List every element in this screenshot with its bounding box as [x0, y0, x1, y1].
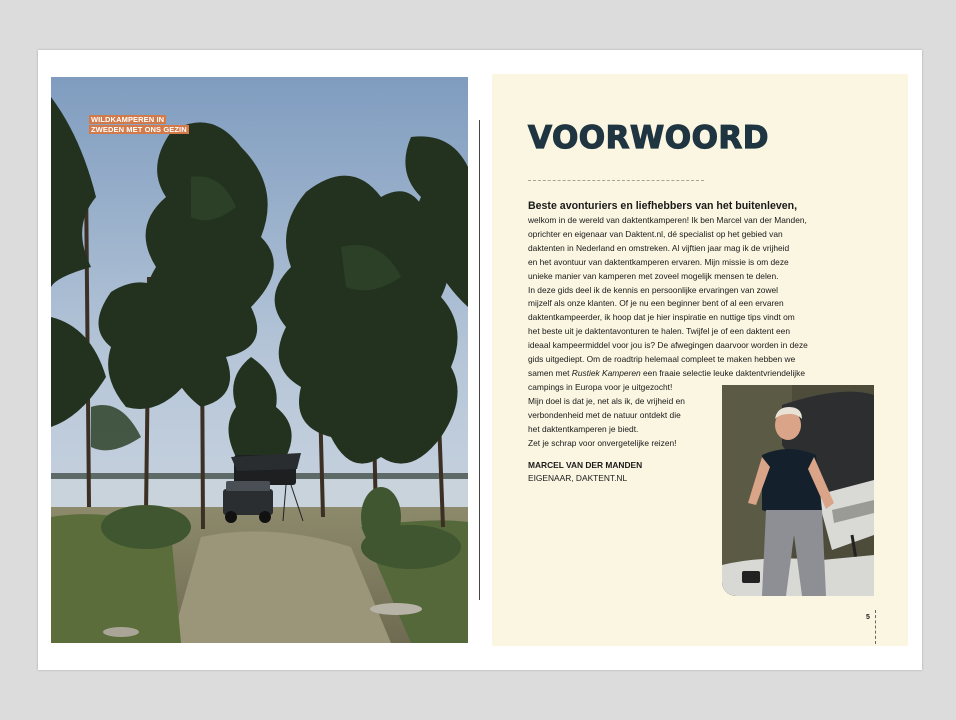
title-divider: [528, 180, 704, 181]
foreword-page: [492, 74, 908, 646]
body-line: gids uitgediept. Om de roadtrip helemaal compleet te maken hebben we: [528, 354, 796, 365]
author-portrait: [722, 385, 874, 596]
body-line: daktenten in Nederland en omstreken. Al vijftien jaar mag ik de vrijheid: [528, 242, 790, 253]
campsite-photo-illustration: [51, 77, 468, 643]
body-line: mijzelf als onze klanten. Of je nu een beginner bent of al een ervaren: [528, 298, 784, 309]
body-line: ideaal kampeermiddel voor jou is? De afwegingen daarvoor worden in deze: [528, 340, 808, 351]
rustiek-kamperen-name: Rustiek Kamperen: [571, 367, 641, 378]
intro-heading: Beste avonturiers en liefhebbers van het buitenleven,: [528, 200, 798, 212]
body-line-text: een fraaie selectie leuke daktentvriendelijke: [640, 367, 806, 378]
body-line: en het avontuur van daktentkamperen ervaren. Mijn missie is om deze: [528, 256, 789, 267]
body-line: oprichter en eigenaar van Daktent.nl, dé specialist op het gebied van: [528, 228, 783, 239]
body-line: het beste uit je daktentavonturen te halen. Twijfel je of een daktent een: [528, 326, 790, 337]
signature-name: MARCEL VAN DER MANDEN: [528, 460, 643, 470]
body-line: Zet je schrap voor onvergetelijke reizen!: [528, 437, 677, 448]
campsite-photo: [51, 77, 468, 643]
page-number-divider: [875, 610, 876, 644]
signature-role: EIGENAAR, DAKTENT.NL: [528, 473, 628, 483]
body-line-text: samen met: [528, 367, 572, 378]
body-line: verbondenheid met de natuur ontdekt die: [528, 409, 681, 420]
page-title: VOORWOORD: [528, 120, 770, 156]
magazine-spread: [38, 50, 922, 670]
body-line: unieke manier van kamperen met zoveel mogelijk mensen te delen.: [528, 270, 779, 281]
body-line-rustiek: [528, 367, 838, 381]
photo-tag-line-2: ZWEDEN MET ONS GEZIN: [91, 125, 187, 134]
body-line: In deze gids deel ik de kennis en persoonlijke ervaringen van zowel: [528, 284, 779, 295]
page-number: 5: [866, 614, 870, 621]
body-line: het daktentkamperen je biedt.: [528, 423, 639, 434]
photo-tag: [89, 115, 189, 135]
body-line: welkom in de wereld van daktentkamperen! Ik ben Marcel van der Manden,: [528, 215, 807, 225]
body-line: Mijn doel is dat je, net als ik, de vrijheid en: [528, 395, 685, 406]
body-line: campings in Europa voor je uitgezocht!: [528, 381, 673, 392]
gutter-divider: [479, 120, 480, 600]
body-line: daktentkampeerder, ik hoop dat je hier inspiratie en nuttige tips vindt om: [528, 312, 795, 323]
photo-tag-line-1: WILDKAMPEREN IN: [91, 115, 165, 124]
author-portrait-illustration: [722, 385, 874, 596]
